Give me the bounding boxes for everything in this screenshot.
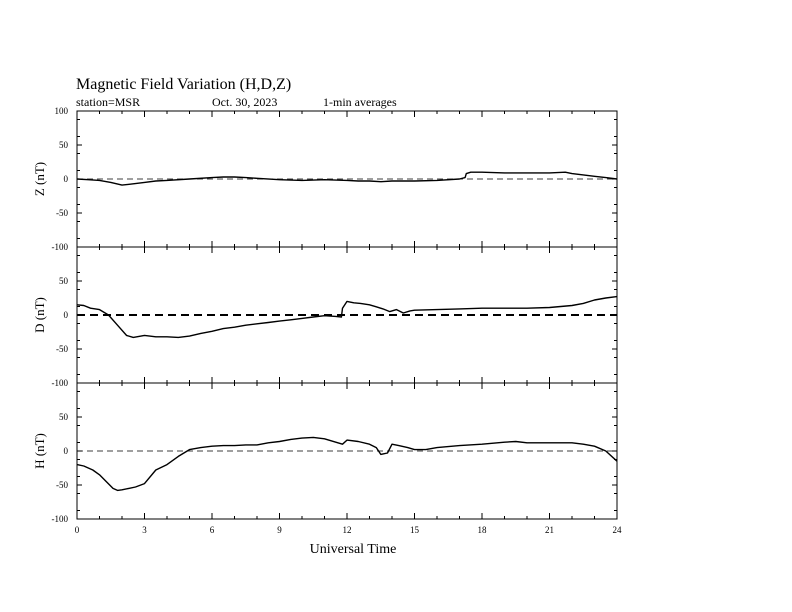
- y-axis-label: D (nT): [32, 297, 47, 333]
- y-tick-label: -50: [56, 480, 68, 490]
- y-tick-label: 0: [63, 310, 68, 320]
- x-tick-label: 24: [612, 525, 622, 535]
- x-tick-label: 18: [477, 525, 487, 535]
- x-tick-label: 6: [209, 525, 215, 535]
- y-tick-label: -100: [51, 378, 68, 388]
- y-tick-label: 50: [59, 276, 68, 286]
- y-tick-label: -50: [56, 344, 68, 354]
- chart-title: Magnetic Field Variation (H,D,Z): [76, 76, 292, 93]
- y-tick-label: -100: [51, 242, 68, 252]
- x-tick-label: 9: [277, 525, 282, 535]
- y-axis-label: Z (nT): [32, 161, 47, 197]
- x-tick-label: 3: [142, 525, 147, 535]
- y-tick-label: 50: [59, 140, 68, 150]
- panel-d: [32, 247, 617, 388]
- x-tick-label: 12: [342, 525, 352, 535]
- x-axis-label: Universal Time: [309, 542, 397, 557]
- panel-z: [32, 106, 617, 252]
- x-tick-label: 21: [545, 525, 554, 535]
- y-tick-label: 50: [59, 412, 68, 422]
- x-tick-label: 15: [410, 525, 419, 535]
- series-line-h: [77, 437, 617, 490]
- x-tick-label: 0: [74, 525, 80, 535]
- averaging-label: 1-min averages: [323, 95, 397, 109]
- y-axis-label: H (nT): [32, 433, 47, 469]
- panel-h: [32, 383, 617, 524]
- y-tick-label: -50: [56, 208, 68, 218]
- y-tick-label: -100: [51, 514, 68, 524]
- panels-layer: [32, 106, 622, 535]
- series-line-d: [77, 297, 617, 338]
- y-tick-label: 100: [54, 106, 68, 116]
- y-tick-label: 0: [63, 174, 68, 184]
- date-label: Oct. 30, 2023: [212, 95, 278, 109]
- station-label: station=MSR: [76, 95, 141, 109]
- y-tick-label: 0: [63, 446, 68, 456]
